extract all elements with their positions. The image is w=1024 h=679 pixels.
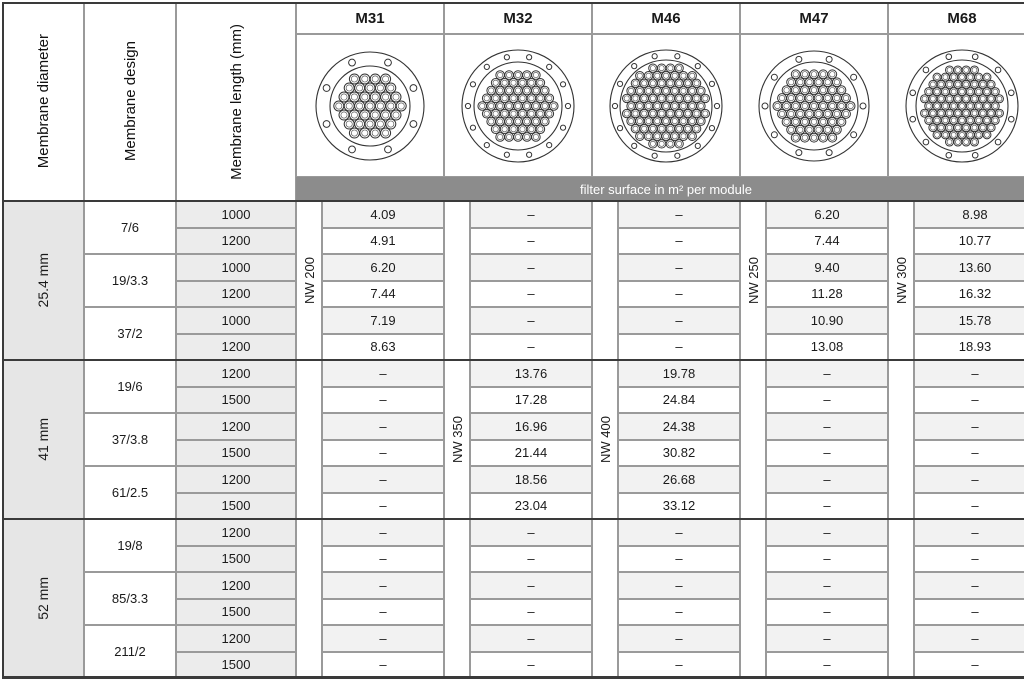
value-cell xyxy=(470,519,592,546)
nw-label: NW 200 xyxy=(301,257,317,304)
value-label: – xyxy=(379,604,387,620)
filter-surface-banner xyxy=(296,177,1024,201)
diameter-label: 25.4 mm xyxy=(35,253,51,308)
design-label: 37/2 xyxy=(117,326,143,341)
group-separator xyxy=(2,518,1024,520)
value-label: – xyxy=(971,657,979,673)
membrane-cross-section-m47 xyxy=(740,34,888,177)
value-cell xyxy=(766,387,888,414)
value-cell xyxy=(766,334,888,361)
value-cell xyxy=(618,652,740,679)
nw-strip-m31-2 xyxy=(296,519,322,678)
value-label: 17.28 xyxy=(514,392,548,408)
value-label: 7.19 xyxy=(370,312,396,328)
value-cell xyxy=(618,625,740,652)
value-label: – xyxy=(971,498,979,514)
length-cell xyxy=(176,360,296,387)
value-cell xyxy=(766,307,888,334)
length-label: 1000 xyxy=(221,206,251,222)
header-membrane-length xyxy=(176,2,296,201)
value-label: – xyxy=(971,604,979,620)
design-cell-1-2 xyxy=(84,466,176,519)
value-label: 8.63 xyxy=(370,339,396,355)
value-label: – xyxy=(379,577,387,593)
value-cell xyxy=(470,625,592,652)
diameter-label: 52 mm xyxy=(35,577,51,620)
value-label: – xyxy=(823,524,831,540)
value-label: – xyxy=(527,286,535,302)
length-label: 1500 xyxy=(221,498,251,514)
value-label: 24.84 xyxy=(662,392,696,408)
design-label: 211/2 xyxy=(114,644,146,659)
length-label: 1200 xyxy=(221,418,251,434)
length-label: 1000 xyxy=(221,259,251,275)
length-label: 1200 xyxy=(221,286,251,302)
value-cell xyxy=(914,440,1024,467)
value-label: 33.12 xyxy=(662,498,696,514)
length-label: 1200 xyxy=(221,471,251,487)
value-cell xyxy=(322,546,444,573)
design-cell-0-0 xyxy=(84,201,176,254)
value-label: 24.38 xyxy=(662,418,696,434)
length-label: 1200 xyxy=(221,339,251,355)
value-label: 21.44 xyxy=(514,445,548,461)
value-cell xyxy=(322,281,444,308)
nw-strip-m31-0 xyxy=(296,201,322,360)
value-cell xyxy=(322,334,444,361)
value-cell xyxy=(914,387,1024,414)
length-cell xyxy=(176,413,296,440)
value-label: – xyxy=(527,259,535,275)
value-cell xyxy=(766,360,888,387)
value-label: – xyxy=(823,551,831,567)
value-cell xyxy=(914,228,1024,255)
value-cell xyxy=(914,625,1024,652)
value-label: – xyxy=(675,551,683,567)
design-cell-0-2 xyxy=(84,307,176,360)
value-cell xyxy=(618,254,740,281)
value-label: 9.40 xyxy=(814,259,840,275)
value-label: 13.60 xyxy=(958,259,992,275)
value-cell xyxy=(322,307,444,334)
value-cell xyxy=(470,599,592,626)
length-cell xyxy=(176,625,296,652)
length-cell xyxy=(176,546,296,573)
design-label: 61/2.5 xyxy=(111,485,149,500)
value-label: 19.78 xyxy=(662,365,696,381)
length-label: 1200 xyxy=(221,577,251,593)
value-label: – xyxy=(823,577,831,593)
value-cell xyxy=(322,387,444,414)
nw-label: NW 400 xyxy=(597,416,613,463)
nw-strip-m32-0 xyxy=(444,201,470,360)
value-cell xyxy=(322,228,444,255)
value-cell xyxy=(766,546,888,573)
nw-strip-m68-0 xyxy=(888,201,914,360)
value-cell xyxy=(618,572,740,599)
design-cell-0-1 xyxy=(84,254,176,307)
value-cell xyxy=(322,466,444,493)
length-cell xyxy=(176,254,296,281)
value-label: – xyxy=(379,471,387,487)
module-header-m32 xyxy=(444,2,592,34)
value-cell xyxy=(914,334,1024,361)
value-label: – xyxy=(675,339,683,355)
nw-strip-m46-0 xyxy=(592,201,618,360)
value-label: – xyxy=(675,259,683,275)
nw-label: NW 350 xyxy=(449,416,465,463)
diameter-group-1 xyxy=(2,360,84,519)
value-label: 7.44 xyxy=(370,286,396,302)
value-cell xyxy=(914,307,1024,334)
nw-strip-m47-2 xyxy=(740,519,766,678)
value-label: 4.91 xyxy=(370,233,396,249)
diameter-group-0 xyxy=(2,201,84,360)
value-cell xyxy=(322,652,444,679)
value-label: – xyxy=(527,630,535,646)
value-cell xyxy=(470,201,592,228)
value-label: – xyxy=(379,630,387,646)
diameter-label: 41 mm xyxy=(35,418,51,461)
value-label: – xyxy=(379,657,387,673)
value-label: – xyxy=(527,339,535,355)
value-cell xyxy=(322,493,444,520)
value-cell xyxy=(766,228,888,255)
module-name-m32: M32 xyxy=(503,9,533,27)
value-label: 26.68 xyxy=(662,471,696,487)
value-label: – xyxy=(527,312,535,328)
value-cell xyxy=(470,652,592,679)
value-label: 13.08 xyxy=(810,339,844,355)
value-label: – xyxy=(379,498,387,514)
value-cell xyxy=(618,360,740,387)
length-cell xyxy=(176,387,296,414)
value-label: – xyxy=(971,418,979,434)
value-label: – xyxy=(527,524,535,540)
value-cell xyxy=(470,546,592,573)
value-cell xyxy=(470,493,592,520)
design-label: 19/3.3 xyxy=(111,273,149,288)
value-cell xyxy=(618,281,740,308)
nw-strip-m32-2 xyxy=(444,519,470,678)
header-membrane-diameter xyxy=(2,2,84,201)
module-header-m46 xyxy=(592,2,740,34)
length-cell xyxy=(176,228,296,255)
membrane-cross-section-m46 xyxy=(592,34,740,177)
value-label: 18.56 xyxy=(514,471,548,487)
value-label: – xyxy=(971,445,979,461)
length-label: 1000 xyxy=(221,312,251,328)
header-membrane-design-label: Membrane design xyxy=(121,41,139,162)
value-label: – xyxy=(527,551,535,567)
value-label: – xyxy=(379,365,387,381)
design-cell-2-0 xyxy=(84,519,176,572)
value-label: – xyxy=(675,206,683,222)
design-label: 85/3.3 xyxy=(111,591,149,606)
value-cell xyxy=(470,228,592,255)
value-label: – xyxy=(379,418,387,434)
membrane-cross-section-m31 xyxy=(296,34,444,177)
value-cell xyxy=(914,254,1024,281)
value-label: – xyxy=(823,498,831,514)
value-label: – xyxy=(823,471,831,487)
length-cell xyxy=(176,466,296,493)
value-cell xyxy=(322,360,444,387)
value-cell xyxy=(470,281,592,308)
value-cell xyxy=(470,466,592,493)
nw-strip-m32-1 xyxy=(444,360,470,519)
value-cell xyxy=(766,413,888,440)
value-label: – xyxy=(971,392,979,408)
value-cell xyxy=(766,493,888,520)
value-label: 10.90 xyxy=(810,312,844,328)
value-cell xyxy=(914,546,1024,573)
diameter-group-2 xyxy=(2,519,84,678)
value-label: 18.93 xyxy=(958,339,992,355)
length-label: 1500 xyxy=(221,392,251,408)
value-label: 7.44 xyxy=(814,233,840,249)
length-label: 1200 xyxy=(221,365,251,381)
value-label: – xyxy=(379,392,387,408)
value-label: – xyxy=(971,551,979,567)
membrane-cross-section-m68 xyxy=(888,34,1024,177)
nw-label: NW 300 xyxy=(893,257,909,304)
value-label: – xyxy=(971,577,979,593)
value-label: – xyxy=(823,365,831,381)
value-cell xyxy=(618,413,740,440)
filter-surface-banner-label: filter surface in m² per module xyxy=(580,181,752,197)
value-cell xyxy=(914,466,1024,493)
value-cell xyxy=(766,599,888,626)
value-cell xyxy=(766,440,888,467)
module-name-m68: M68 xyxy=(947,9,977,27)
value-label: 10.77 xyxy=(958,233,992,249)
value-label: – xyxy=(675,524,683,540)
module-header-m47 xyxy=(740,2,888,34)
value-label: 23.04 xyxy=(514,498,548,514)
membrane-cross-section-m32 xyxy=(444,34,592,177)
nw-strip-m68-1 xyxy=(888,360,914,519)
design-cell-2-2 xyxy=(84,625,176,678)
length-cell xyxy=(176,440,296,467)
length-cell xyxy=(176,307,296,334)
value-label: – xyxy=(971,524,979,540)
value-label: – xyxy=(675,657,683,673)
module-name-m31: M31 xyxy=(355,9,385,27)
value-cell xyxy=(470,572,592,599)
nw-strip-m47-1 xyxy=(740,360,766,519)
value-cell xyxy=(470,413,592,440)
value-label: 11.28 xyxy=(811,286,843,302)
value-cell xyxy=(470,360,592,387)
header-membrane-design xyxy=(84,2,176,201)
value-cell xyxy=(618,228,740,255)
design-cell-2-1 xyxy=(84,572,176,625)
value-label: – xyxy=(823,657,831,673)
length-cell xyxy=(176,493,296,520)
value-cell xyxy=(914,652,1024,679)
design-label: 37/3.8 xyxy=(111,432,149,447)
nw-label: NW 250 xyxy=(745,257,761,304)
header-membrane-diameter-label: Membrane diameter xyxy=(34,34,52,169)
value-cell xyxy=(766,254,888,281)
value-label: – xyxy=(527,577,535,593)
nw-strip-m46-2 xyxy=(592,519,618,678)
design-cell-1-1 xyxy=(84,413,176,466)
value-cell xyxy=(914,201,1024,228)
value-cell xyxy=(914,519,1024,546)
length-label: 1200 xyxy=(221,233,251,249)
value-cell xyxy=(914,281,1024,308)
value-cell xyxy=(322,254,444,281)
value-cell xyxy=(470,440,592,467)
value-cell xyxy=(618,334,740,361)
value-cell xyxy=(470,307,592,334)
value-label: – xyxy=(823,630,831,646)
value-cell xyxy=(914,360,1024,387)
length-cell xyxy=(176,334,296,361)
nw-strip-m47-0 xyxy=(740,201,766,360)
length-cell xyxy=(176,572,296,599)
value-cell xyxy=(766,625,888,652)
length-label: 1500 xyxy=(221,657,251,673)
value-label: – xyxy=(823,604,831,620)
value-cell xyxy=(322,519,444,546)
value-cell xyxy=(766,572,888,599)
value-cell xyxy=(470,387,592,414)
group-separator xyxy=(2,359,1024,361)
value-label: – xyxy=(527,206,535,222)
header-membrane-length-label: Membrane length (mm) xyxy=(227,23,245,180)
value-cell xyxy=(322,440,444,467)
value-label: 8.98 xyxy=(962,206,988,222)
length-cell xyxy=(176,201,296,228)
group-separator xyxy=(2,200,1024,202)
value-label: – xyxy=(675,286,683,302)
value-label: – xyxy=(527,657,535,673)
value-cell xyxy=(618,493,740,520)
value-cell xyxy=(914,493,1024,520)
length-label: 1500 xyxy=(221,445,251,461)
value-label: – xyxy=(379,445,387,461)
design-label: 19/6 xyxy=(117,379,143,394)
value-label: 16.96 xyxy=(514,418,548,434)
value-label: – xyxy=(527,233,535,249)
value-label: – xyxy=(823,445,831,461)
module-name-m46: M46 xyxy=(651,9,681,27)
value-label: – xyxy=(675,630,683,646)
nw-strip-m68-2 xyxy=(888,519,914,678)
value-label: – xyxy=(823,418,831,434)
length-cell xyxy=(176,652,296,679)
value-cell xyxy=(766,201,888,228)
module-header-m68 xyxy=(888,2,1024,34)
nw-strip-m31-1 xyxy=(296,360,322,519)
module-name-m47: M47 xyxy=(799,9,829,27)
value-cell xyxy=(618,201,740,228)
nw-strip-m46-1 xyxy=(592,360,618,519)
value-cell xyxy=(322,625,444,652)
value-cell xyxy=(618,440,740,467)
design-cell-1-0 xyxy=(84,360,176,413)
value-label: 30.82 xyxy=(662,445,696,461)
value-label: 6.20 xyxy=(370,259,396,275)
value-cell xyxy=(618,307,740,334)
value-label: – xyxy=(379,551,387,567)
value-cell xyxy=(322,201,444,228)
length-label: 1200 xyxy=(221,630,251,646)
value-cell xyxy=(618,466,740,493)
value-label: 13.76 xyxy=(514,365,548,381)
value-label: – xyxy=(675,604,683,620)
design-label: 7/6 xyxy=(120,220,140,235)
value-label: – xyxy=(823,392,831,408)
value-cell xyxy=(470,334,592,361)
value-label: – xyxy=(379,524,387,540)
module-header-m31 xyxy=(296,2,444,34)
design-label: 19/8 xyxy=(117,538,143,553)
length-label: 1500 xyxy=(221,551,251,567)
value-cell xyxy=(766,652,888,679)
value-label: 6.20 xyxy=(814,206,840,222)
value-label: 4.09 xyxy=(370,206,396,222)
value-label: – xyxy=(971,471,979,487)
value-cell xyxy=(618,519,740,546)
value-cell xyxy=(914,572,1024,599)
value-cell xyxy=(618,546,740,573)
value-label: – xyxy=(675,233,683,249)
value-cell xyxy=(322,572,444,599)
value-label: – xyxy=(971,630,979,646)
value-label: 16.32 xyxy=(958,286,992,302)
value-cell xyxy=(322,599,444,626)
value-cell xyxy=(322,413,444,440)
value-cell xyxy=(766,519,888,546)
value-label: – xyxy=(675,312,683,328)
value-cell xyxy=(914,599,1024,626)
length-cell xyxy=(176,599,296,626)
value-cell xyxy=(766,281,888,308)
value-label: – xyxy=(971,365,979,381)
length-label: 1200 xyxy=(221,524,251,540)
value-cell xyxy=(914,413,1024,440)
value-label: – xyxy=(675,577,683,593)
value-cell xyxy=(470,254,592,281)
length-label: 1500 xyxy=(221,604,251,620)
value-label: 15.78 xyxy=(958,312,992,328)
length-cell xyxy=(176,281,296,308)
value-cell xyxy=(766,466,888,493)
value-cell xyxy=(618,387,740,414)
value-cell xyxy=(618,599,740,626)
length-cell xyxy=(176,519,296,546)
value-label: – xyxy=(527,604,535,620)
